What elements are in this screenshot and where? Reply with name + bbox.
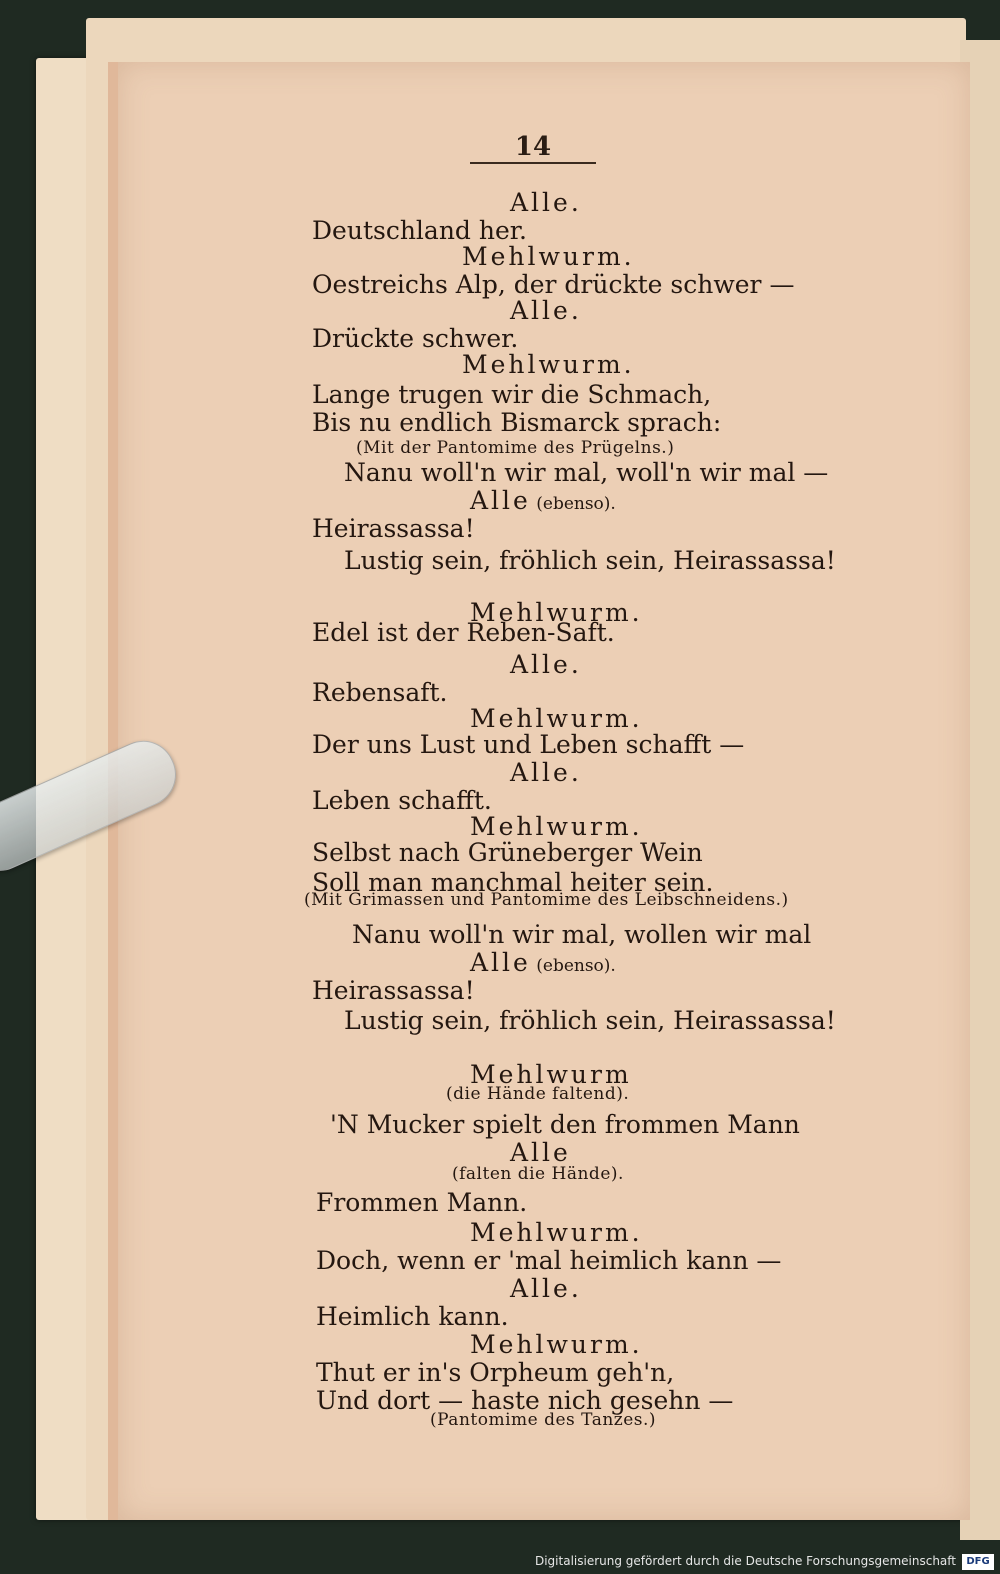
speaker-name (462, 242, 635, 271)
line-text: (die Hände faltend). (446, 1084, 630, 1104)
verse-line (316, 1358, 674, 1387)
line-text: Soll man manchmal heiter sein. (312, 868, 714, 897)
line-text: Oestreichs Alp, der drückte schwer — (312, 270, 795, 299)
line-text: Und dort — haste nich gesehn — (316, 1386, 734, 1415)
speaker-name (470, 948, 616, 977)
verse-line (316, 1188, 527, 1217)
speaker-note: (ebenso). (530, 956, 616, 976)
line-text: Mehlwurm (470, 1060, 632, 1089)
verse-line (344, 1006, 836, 1035)
verse-line (312, 514, 475, 543)
verse-line (312, 216, 527, 245)
line-text: Frommen Mann. (316, 1188, 528, 1217)
line-text: Rebensaft. (312, 678, 448, 707)
verse-line (312, 270, 794, 299)
speaker-name (470, 812, 643, 841)
verse-line (312, 838, 703, 867)
line-text: Mehlwurm. (470, 598, 643, 627)
verse-line (312, 678, 448, 707)
line-text: Mehlwurm. (462, 350, 635, 379)
digitization-credit: Digitalisierung gefördert durch die Deutsche Forschungsgemeinschaft (534, 1554, 956, 1568)
line-text: Alle (510, 1138, 571, 1167)
speaker-note: (ebenso). (530, 494, 616, 514)
verse-line (312, 618, 615, 647)
verse-line (352, 920, 811, 949)
speaker-name (470, 704, 643, 733)
line-text: Edel ist der Reben-Saft. (312, 618, 615, 647)
verse-line (344, 546, 836, 575)
line-text: Lustig sein, fröhlich sein, Heirassassa! (344, 546, 836, 575)
verse-line (312, 786, 492, 815)
speaker-name (462, 350, 635, 379)
line-text: Nanu woll'n wir mal, woll'n wir mal — (344, 458, 829, 487)
line-text: Leben schafft. (312, 786, 492, 815)
line-text: Thut er in's Orpheum geh'n, (316, 1358, 675, 1387)
line-text: Alle (470, 486, 531, 515)
speaker-name (510, 1274, 582, 1303)
stage-direction (356, 438, 674, 458)
line-text: Lange trugen wir die Schmach, (312, 380, 712, 409)
dfg-logo: DFG (962, 1554, 994, 1570)
line-text: Drückte schwer. (312, 324, 519, 353)
line-text: (Mit der Pantomime des Prügelns.) (356, 438, 675, 458)
stage-direction (452, 1164, 624, 1184)
line-text: Alle. (510, 758, 582, 787)
stage-direction (430, 1410, 656, 1430)
speaker-name (510, 650, 582, 679)
line-text: Alle. (510, 1274, 582, 1303)
speaker-name (510, 188, 582, 217)
verse-line (344, 458, 828, 487)
verse-line (316, 1246, 781, 1275)
line-text: (Mit Grimassen und Pantomime des Leibschneidens.) (304, 890, 789, 910)
verse-line (312, 324, 518, 353)
verse-line (312, 408, 721, 437)
line-text: Doch, wenn er 'mal heimlich kann — (316, 1246, 782, 1275)
verse-line (312, 380, 711, 409)
speaker-name (470, 486, 616, 515)
line-text: (Pantomime des Tanzes.) (430, 1410, 657, 1430)
speaker-name (470, 1330, 643, 1359)
line-text: Alle. (510, 650, 582, 679)
line-text: Mehlwurm. (462, 242, 635, 271)
line-text: Heimlich kann. (316, 1302, 509, 1331)
line-text: Alle. (510, 188, 582, 217)
line-text: Der uns Lust und Leben schafft — (312, 730, 745, 759)
line-text: Alle. (510, 296, 582, 325)
line-text: Bis nu endlich Bismarck sprach: (312, 408, 722, 437)
line-text: Heirassassa! (312, 976, 475, 1005)
line-text: Deutschland her. (312, 216, 527, 245)
line-text: Nanu woll'n wir mal, wollen wir mal (352, 920, 812, 949)
page-number: 14 (514, 132, 552, 162)
verse-line (330, 1110, 800, 1139)
verse-line (316, 1302, 509, 1331)
speaker-name (470, 1218, 643, 1247)
line-text: Lustig sein, fröhlich sein, Heirassassa! (344, 1006, 836, 1035)
speaker-name (510, 1138, 571, 1167)
line-text: Alle (470, 948, 531, 977)
line-text: Mehlwurm. (470, 704, 643, 733)
line-text: Heirassassa! (312, 514, 475, 543)
verse-line (312, 976, 475, 1005)
stage-direction (304, 890, 789, 910)
line-text: Mehlwurm. (470, 1330, 643, 1359)
line-text: Selbst nach Grüneberger Wein (312, 838, 703, 867)
page-number-rule (470, 162, 596, 164)
line-text: 'N Mucker spielt den frommen Mann (330, 1110, 800, 1139)
line-text: (falten die Hände). (452, 1164, 624, 1184)
line-text: Mehlwurm. (470, 812, 643, 841)
speaker-name (510, 296, 582, 325)
line-text: Mehlwurm. (470, 1218, 643, 1247)
stage-direction (446, 1084, 629, 1104)
verse-line (312, 730, 744, 759)
speaker-name (510, 758, 582, 787)
